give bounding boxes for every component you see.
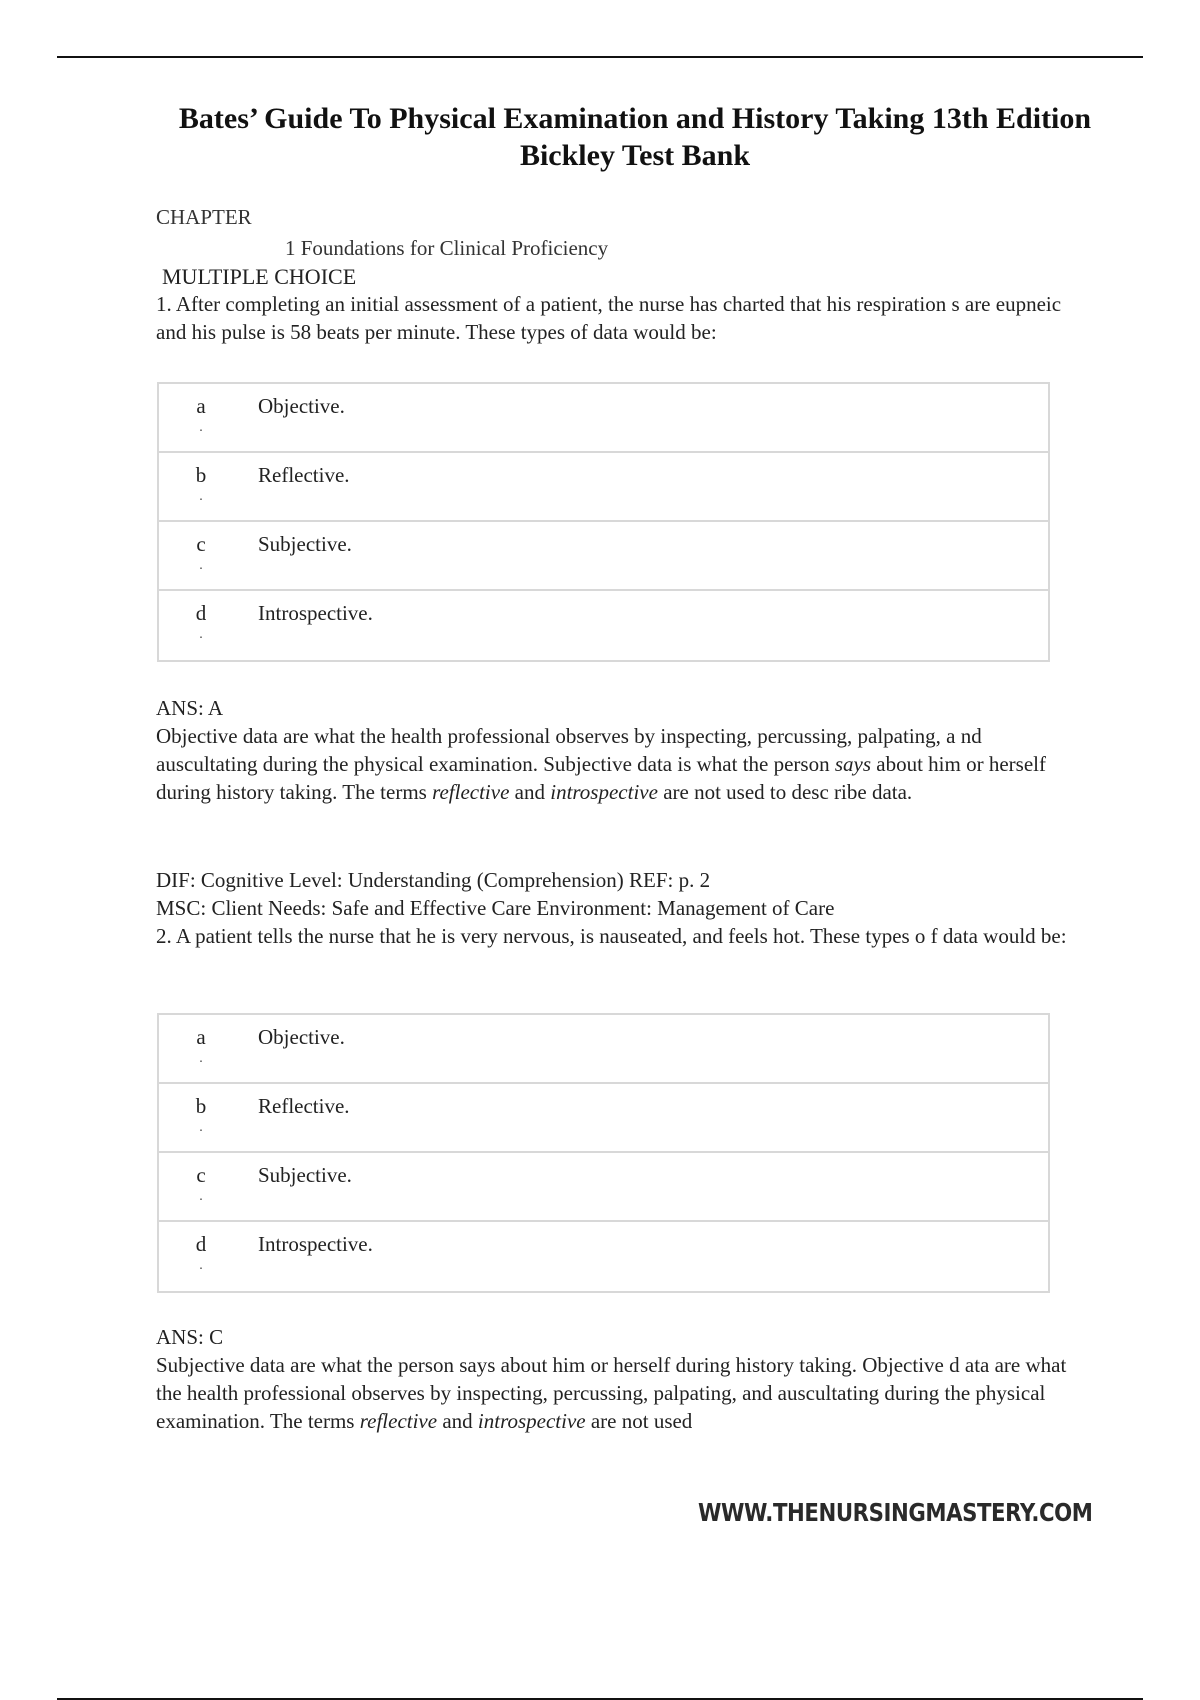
rationale-emphasis: introspective xyxy=(477,1409,586,1433)
top-rule xyxy=(57,56,1143,58)
option-text: Subjective. xyxy=(258,1163,352,1187)
document-title: Bates’ Guide To Physical Examination and History Taking 13th Edition Bickley Test Bank xyxy=(178,102,1092,172)
option-mark: . xyxy=(199,1189,203,1204)
option-row xyxy=(159,1153,1048,1222)
option-row xyxy=(159,453,1048,522)
question-1-msc: MSC: Client Needs: Safe and Effective Care Environment: Management of Care xyxy=(156,896,835,920)
rationale-emphasis: reflective xyxy=(432,780,510,804)
question-1-dif: DIF: Cognitive Level: Understanding (Comprehension) REF: p. 2 xyxy=(156,868,711,892)
option-letter: b xyxy=(195,1094,207,1118)
option-letter: b xyxy=(195,463,207,487)
rationale-text: are not used to desc ribe data. xyxy=(657,780,913,804)
rationale-text: are not used xyxy=(585,1409,693,1433)
option-letter: a xyxy=(196,394,206,418)
option-text: Objective. xyxy=(258,1025,345,1049)
rationale-emphasis: introspective xyxy=(550,780,658,804)
option-letter: a xyxy=(196,1025,206,1049)
question-1-answer: ANS: A xyxy=(156,696,224,720)
option-row xyxy=(159,384,1048,453)
chapter-label: CHAPTER xyxy=(156,205,252,229)
option-row xyxy=(159,1222,1048,1291)
chapter-subtitle: 1 Foundations for Clinical Proficiency xyxy=(285,236,609,260)
question-2-rationale xyxy=(156,1351,1076,1435)
option-mark: . xyxy=(199,420,203,435)
option-text: Introspective. xyxy=(258,1232,373,1256)
rationale-text: about him or herself during history taking. The terms xyxy=(156,752,1046,804)
option-text: Objective. xyxy=(258,394,345,418)
option-mark: . xyxy=(199,558,203,573)
option-mark: . xyxy=(199,1120,203,1135)
rationale-text: and xyxy=(509,780,551,804)
rationale-emphasis: reflective xyxy=(359,1409,438,1433)
option-row xyxy=(159,1084,1048,1153)
option-mark: . xyxy=(199,1258,203,1273)
option-text: Reflective. xyxy=(258,463,350,487)
question-2-answer: ANS: C xyxy=(156,1325,224,1349)
option-text: Reflective. xyxy=(258,1094,350,1118)
option-mark: . xyxy=(199,1051,203,1066)
question-1-stem: 1. After completing an initial assessment of a patient, the nurse has charted that his respiration s are eupneic and his pulse is 58 beats per minute. These types of data would be: xyxy=(156,292,1062,344)
rationale-emphasis: says xyxy=(834,752,872,776)
option-letter: c xyxy=(196,1163,206,1187)
option-row xyxy=(159,591,1048,660)
rationale-text: Objective data are what the health professional observes by inspecting, percussing, palpating, a nd auscultating during the physical examination. Subjective data is what the person xyxy=(156,724,982,776)
question-2-stem: 2. A patient tells the nurse that he is very nervous, is nauseated, and feels hot. These types o f data would be: xyxy=(156,924,1067,948)
website-watermark: WWW.THENURSINGMASTERY.COM xyxy=(698,1498,1093,1527)
rationale-text: Subjective data are what the person says about him or herself during history taking. Objective d ata are what the health professional observes by inspecting, percussing, palpating, and auscultating during the physical examination. The terms xyxy=(156,1353,1067,1433)
rationale-text: and xyxy=(437,1409,478,1433)
section-heading: MULTIPLE CHOICE xyxy=(162,264,357,289)
question-1-rationale xyxy=(156,722,1076,806)
option-letter: d xyxy=(195,1232,207,1256)
option-row xyxy=(159,522,1048,591)
option-mark: . xyxy=(199,627,203,642)
option-letter: c xyxy=(196,532,206,556)
question-2-options xyxy=(157,1013,1050,1293)
question-1-options xyxy=(157,382,1050,662)
option-row xyxy=(159,1015,1048,1084)
option-mark: . xyxy=(199,489,203,504)
option-text: Introspective. xyxy=(258,601,373,625)
option-text: Subjective. xyxy=(258,532,352,556)
option-letter: d xyxy=(195,601,207,625)
